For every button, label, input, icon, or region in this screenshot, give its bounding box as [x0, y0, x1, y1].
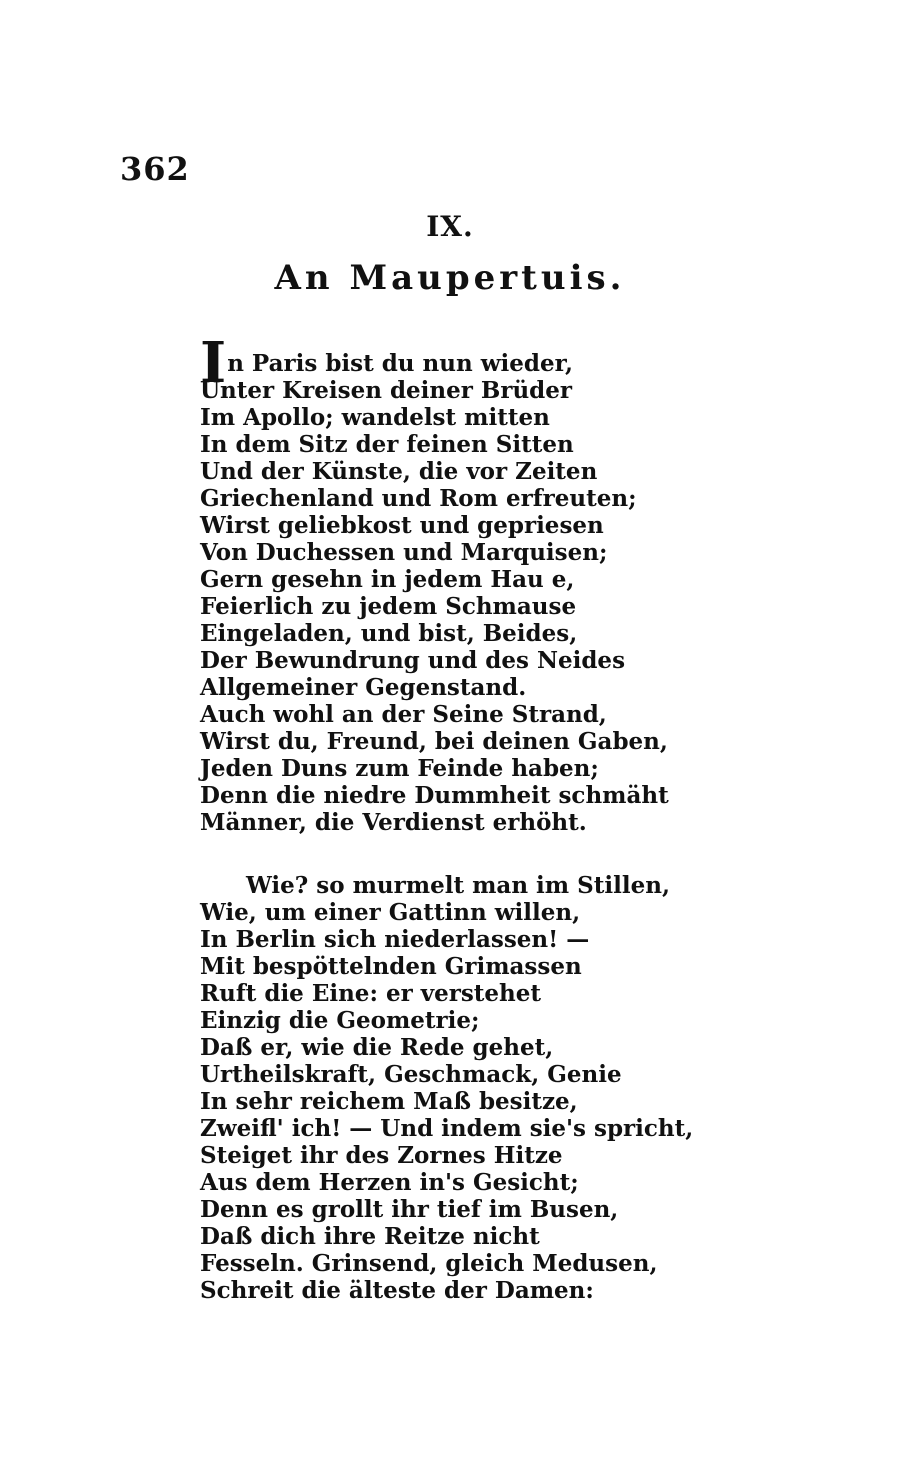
poem-line: Im Apollo; wandelst mitten [200, 404, 550, 431]
page-number: 362 [120, 150, 190, 188]
poem-line: Denn es grollt ihr tief im Busen, [200, 1196, 619, 1223]
stanza-2 [200, 872, 693, 1304]
poem-line: In Berlin sich niederlassen! — [200, 926, 590, 953]
poem-line: Jeden Duns zum Feinde haben; [200, 755, 599, 782]
poem-line: Schreit die älteste der Damen: [200, 1277, 594, 1304]
poem-line: Feierlich zu jedem Schmause [200, 593, 577, 620]
poem-line: In sehr reichem Maß besitze, [200, 1088, 578, 1115]
poem-line: Ruft die Eine: er verstehet [200, 980, 542, 1007]
poem-line: Eingeladen, und bist, Beides, [200, 620, 578, 647]
poem-line-rest: n Paris bist du nun wieder, [227, 350, 574, 377]
poem-line: Wirst geliebkost und gepriesen [200, 512, 604, 539]
poem-line: Griechenland und Rom erfreuten; [200, 485, 637, 512]
poem-line: Daß dich ihre Reitze nicht [200, 1223, 540, 1250]
poem-line: Urtheilskraft, Geschmack, Genie [200, 1061, 622, 1088]
poem-line: Aus dem Herzen in's Gesicht; [200, 1169, 579, 1196]
poem-line: Männer, die Verdienst erhöht. [200, 809, 587, 836]
poem-line: Gern gesehn in jedem Hau e, [200, 566, 575, 593]
section-number: IX. [426, 210, 474, 243]
poem-line: Zweifl' ich! — Und indem sie's spricht, [200, 1115, 694, 1142]
drop-cap: I [200, 330, 227, 396]
poem-line: Wirst du, Freund, bei deinen Gaben, [200, 728, 668, 755]
poem-line: Und der Künste, die vor Zeiten [200, 458, 598, 485]
poem-line: Der Bewundrung und des Neides [200, 647, 626, 674]
poem-line: Fesseln. Grinsend, gleich Medusen, [200, 1250, 658, 1277]
poem-line: Denn die niedre Dummheit schmäht [200, 782, 669, 809]
poem-title: An Maupertuis. [274, 258, 626, 298]
poem-line: Steiget ihr des Zornes Hitze [200, 1142, 563, 1169]
poem-line: Einzig die Geometrie; [200, 1007, 480, 1034]
poem-line: Wie, um einer Gattinn willen, [200, 899, 581, 926]
poem-line: Unter Kreisen deiner Brüder [200, 377, 572, 404]
poem-line: Von Duchessen und Marquisen; [200, 539, 608, 566]
poem-line: Mit bespöttelnden Grimassen [200, 953, 582, 980]
poem-line: Allgemeiner Gegenstand. [200, 674, 527, 701]
poem-line: Daß er, wie die Rede gehet, [200, 1034, 554, 1061]
stanza-1 [200, 330, 669, 836]
poem-line: Wie? so murmelt man im Stillen, [246, 872, 670, 899]
poem-line: In dem Sitz der feinen Sitten [200, 431, 574, 458]
poem-line: Auch wohl an der Seine Strand, [200, 701, 607, 728]
